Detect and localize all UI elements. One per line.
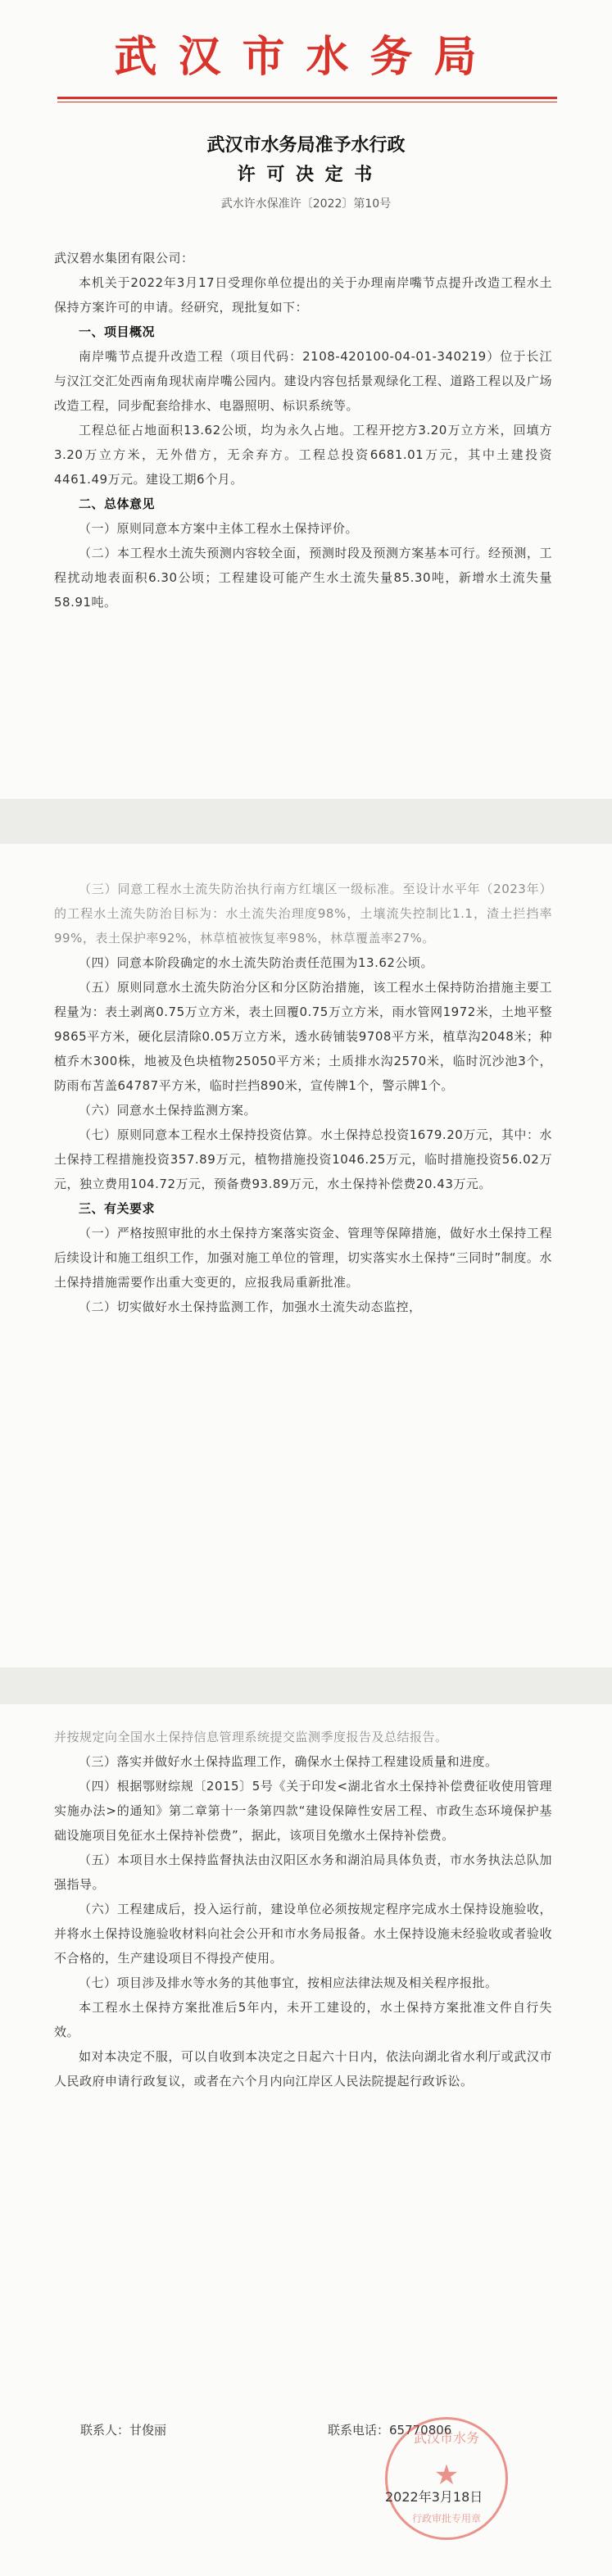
document-title-line1: 武汉市水务局准予水行政 — [206, 134, 406, 156]
paragraph: （一）严格按照审批的水土保持方案落实资金、管理等保障措施，做好水土保持工程后续设计和施工组织工作，加强对施工单位的管理，切实落实水土保持“三同时”制度。水土保持措施需要作出重大变更的，应报我局重新批准。 — [54, 1226, 552, 1290]
paragraph: 工程总征占地面积13.62公顷，均为永久占地。工程开挖方3.20万立方米，回填方3.20万立方米，无外借方，无余弃方。工程总投资6681.01万元，其中土建投资4461.49万元。建设工期6个月。 — [54, 423, 552, 487]
paragraph: 如对本决定不服，可以自收到本决定之日起六十日内，依法向湖北省水利厅或武汉市人民政府申请行政复议，或者在六个月内向江岸区人民法院提起行政诉讼。 — [54, 2049, 552, 2088]
paragraph: （六）工程建成后，投入运行前，建设单位必须按规定程序完成水土保持设施验收，并将水土保持设施验收材料向社会公开和市水务局报备。水土保持设施未经验收或者验收不合格的，生产建设项目不得投产使用。 — [54, 1902, 552, 1966]
paragraph: （三）同意工程水土流失防治执行南方红壤区一级标准。至设计水平年（2023年）的工程水土流失防治目标为：水土流失治理度98%，土壤流失控制比1.1，渣土拦挡率99%，表土保护率92%，林草植被恢复率98%，林草覆盖率27%。 — [54, 882, 552, 946]
page1-body — [54, 246, 552, 615]
letterhead-org: 武汉市水务局 — [114, 32, 498, 82]
paragraph: （七）项目涉及排水等水务的其他事宜，按相应法律法规及相关程序报批。 — [79, 1975, 498, 1990]
paragraph: （一）原则同意本方案中主体工程水土保持评价。 — [79, 521, 359, 536]
paragraph: （四）同意本阶段确定的水土流失防治责任范围为13.62公顷。 — [79, 955, 433, 970]
document-page-3 — [0, 1704, 612, 2576]
section-heading-3: 三、有关要求 — [79, 1201, 156, 1216]
paragraph: 南岸嘴节点提升改造工程（项目代码：2108-420100-04-01-340219）位于长江与汉江交汇处西南角现状南岸嘴公园内。建设内容包括景观绿化工程、道路工程以及广场改造工程，同步配套给排水、电器照明、标识系统等。 — [54, 349, 552, 413]
page-gap — [0, 1667, 612, 1704]
paragraph: （五）原则同意水土流失防治分区和分区防治措施，该工程水土保持防治措施主要工程量为：表土剥离0.75万立方米，表土回覆0.75万立方米，雨水管网1972米，土地平整9865平方米，硬化层清除0.05万立方米，透水砖铺装9708平方米，植草沟2048米；种植乔木300株，地被及色块植物25050平方米；土质排水沟2570米，临时沉沙池3个，防雨布苫盖64787平方米，临时拦挡890米，宣传牌1个，警示牌1个。 — [54, 980, 552, 1093]
seal-bottom-text: 行政审批专用章 — [411, 2513, 481, 2524]
paragraph: 并按规定向全国水土保持信息管理系统提交监测季度报告及总结报告。 — [54, 1730, 448, 1744]
paragraph: （二）本工程水土流失预测内容较全面，预测时段及预测方案基本可行。经预测，工程扰动地表面积6.30公顷；工程建设可能产生水土流失量85.30吨，新增水土流失量58.91吨。 — [54, 546, 552, 610]
paragraph: （四）根据鄂财综规〔2015〕5号《关于印发<湖北省水土保持补偿费征收使用管理实施办法>的通知》第二章第十一条第四款“建设保障性安居工程、市政生态环境保护基础设施项目免征水土保持补偿费”，据此，该项目免缴水土保持补偿费。 — [54, 1779, 552, 1843]
page3-body — [54, 1725, 552, 2093]
intro-paragraph: 本机关于2022年3月17日受理你单位提出的关于办理南岸嘴节点提升改造工程水土保持方案许可的申请。经研究，现批复如下： — [54, 275, 552, 315]
paragraph: （二）切实做好水土保持监测工作，加强水土流失动态监控， — [79, 1299, 422, 1314]
seal-star-icon: ★ — [433, 2459, 460, 2492]
paragraph: 本工程水土保持方案批准后5年内，未开工建设的，水土保持方案批准文件自行失效。 — [54, 2000, 552, 2039]
paragraph: （五）本项目水土保持监督执法由汉阳区水务和湖泊局具体负责，市水务执法总队加强指导。 — [54, 1853, 552, 1892]
document-title-line2: 许 可 决 定 书 — [237, 164, 375, 185]
official-seal — [385, 2417, 508, 2540]
section-heading-2: 二、总体意见 — [79, 497, 156, 511]
decision-date: 2022年3月18日 — [385, 2489, 483, 2505]
letterhead-rule — [57, 97, 557, 99]
paragraph: （六）同意水土保持监测方案。 — [79, 1103, 257, 1118]
contact-phone: 联系电话：65770806 — [328, 2423, 452, 2438]
paragraph: （三）落实并做好水土保持监理工作，确保水土保持工程建设质量和进度。 — [79, 1754, 498, 1769]
section-heading-1: 一、项目概况 — [79, 324, 156, 339]
contact-person: 联系人：甘俊丽 — [80, 2423, 167, 2438]
document-page-1 — [0, 0, 612, 799]
seal-top-text: 武汉市水务 — [413, 2430, 479, 2446]
addressee: 武汉碧水集团有限公司： — [54, 251, 194, 265]
document-number: 武水许水保准许〔2022〕第10号 — [220, 197, 392, 211]
document-page-2 — [0, 844, 612, 1667]
page2-body — [54, 877, 552, 1319]
page-gap — [0, 799, 612, 844]
paragraph: （七）原则同意本工程水土保持投资估算。水土保持总投资1679.20万元，其中：水土保持工程措施投资357.89万元，植物措施投资1046.25万元，临时措施投资56.02万元，独立费用104.72万元，预备费93.89万元，水土保持补偿费20.43万元。 — [54, 1127, 552, 1191]
